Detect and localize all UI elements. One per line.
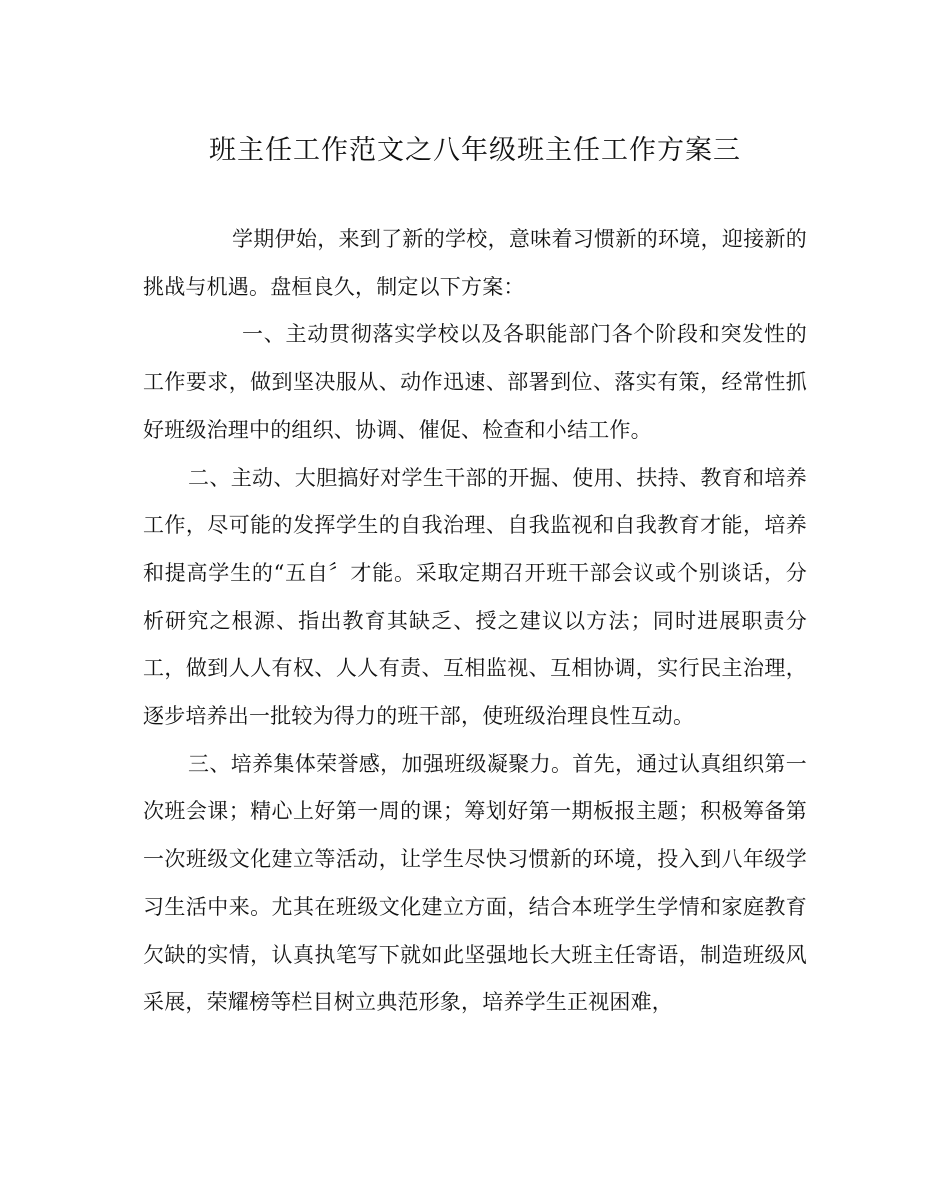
paragraph-section-one: 一、主动贯彻落实学校以及各职能部门各个阶段和突发性的工作要求，做到坚决服从、动作迅速、部署到位、落实有策，经常性抓好班级治理中的组织、协调、催促、检查和小结工作。 [143,322,807,442]
paragraph-section-three: 三、培养集体荣誉感，加强班级凝聚力。首先，通过认真组织第一次班会课；精心上好第一周的课；筹划好第一期板报主题；积极筹备第一次班级文化建立等活动，让学生尽快习惯新的环境，投入到八年级学习生活中来。尤其在班级文化建立方面，结合本班学生学情和家庭教育欠缺的实情，认真执笔写下就如此坚强地长大班主任寄语，制造班级风采展，荣耀榜等栏目树立典范形象，培养学生正视困难， [143,751,807,1015]
document-title: 班主任工作范文之八年级班主任工作方案三 [209,135,741,166]
paragraph-intro: 学期伊始，来到了新的学校，意味着习惯新的环境，迎接新的挑战与机遇。盘桓良久，制定以下方案： [143,227,807,299]
paragraph-section-two: 二、主动、大胆搞好对学生干部的开掘、使用、扶持、教育和培养工作，尽可能的发挥学生的自我治理、自我监视和自我教育才能，培养和提高学生的“五自〞才能。采取定期召开班干部会议或个别谈话，分析研究之根源、指出教育其缺乏、授之建议以方法；同时进展职责分工，做到人人有权、人人有责、互相监视、互相协调，实行民主治理，逐步培养出一批较为得力的班干部，使班级治理良性互动。 [143,465,807,729]
document-body [143,216,807,1027]
